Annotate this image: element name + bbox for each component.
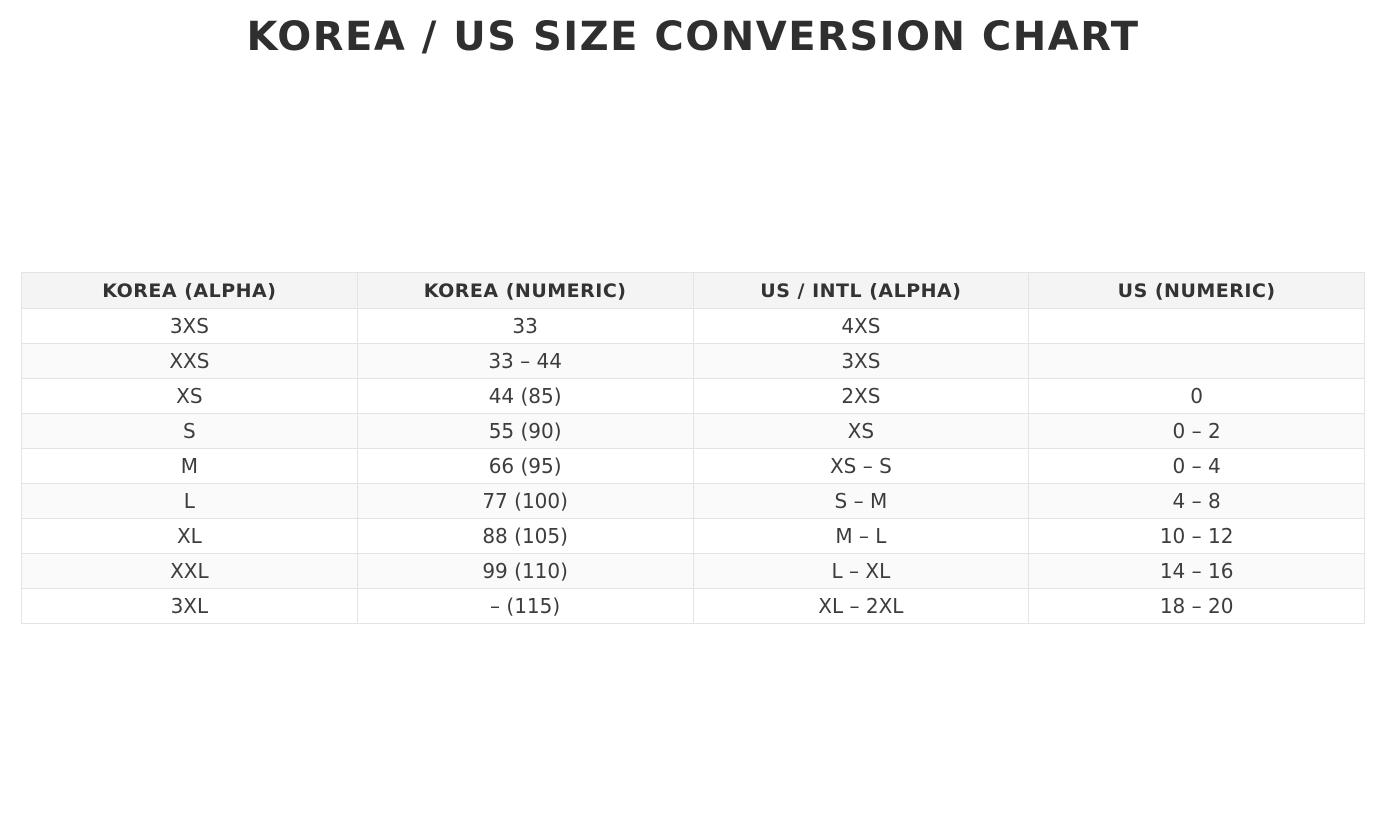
table-cell: S xyxy=(22,414,358,449)
table-cell: 66 (95) xyxy=(357,449,693,484)
table-cell: 0 – 2 xyxy=(1029,414,1365,449)
table-cell: 88 (105) xyxy=(357,519,693,554)
table-cell: 3XS xyxy=(693,344,1029,379)
table-cell: 0 xyxy=(1029,379,1365,414)
table-cell: XS xyxy=(693,414,1029,449)
table-row xyxy=(22,519,1365,554)
table-cell: 3XS xyxy=(22,309,358,344)
table-row xyxy=(22,309,1365,344)
table-row xyxy=(22,484,1365,519)
table-cell: 4 – 8 xyxy=(1029,484,1365,519)
column-header-korea-numeric: KOREA (NUMERIC) xyxy=(357,273,693,309)
size-conversion-table xyxy=(21,272,1365,624)
table-row xyxy=(22,554,1365,589)
table-row xyxy=(22,379,1365,414)
table-cell: 0 – 4 xyxy=(1029,449,1365,484)
table-row xyxy=(22,449,1365,484)
table-cell: XS xyxy=(22,379,358,414)
table-cell: M – L xyxy=(693,519,1029,554)
table-body xyxy=(22,309,1365,624)
table-cell: L xyxy=(22,484,358,519)
table-cell: 33 – 44 xyxy=(357,344,693,379)
table-header-row xyxy=(22,273,1365,309)
table-cell: 99 (110) xyxy=(357,554,693,589)
column-header-us-intl-alpha: US / INTL (ALPHA) xyxy=(693,273,1029,309)
table-row xyxy=(22,414,1365,449)
page-title: KOREA / US SIZE CONVERSION CHART xyxy=(246,14,1140,60)
table-cell: XXS xyxy=(22,344,358,379)
table-cell: XL xyxy=(22,519,358,554)
table-cell: 55 (90) xyxy=(357,414,693,449)
table-header xyxy=(22,273,1365,309)
table-cell: 4XS xyxy=(693,309,1029,344)
column-header-us-numeric: US (NUMERIC) xyxy=(1029,273,1365,309)
table-cell: 18 – 20 xyxy=(1029,589,1365,624)
table-cell: 2XS xyxy=(693,379,1029,414)
table-cell: M xyxy=(22,449,358,484)
table-cell: 10 – 12 xyxy=(1029,519,1365,554)
column-header-korea-alpha: KOREA (ALPHA) xyxy=(22,273,358,309)
table-cell: 14 – 16 xyxy=(1029,554,1365,589)
table-row xyxy=(22,589,1365,624)
table-row xyxy=(22,344,1365,379)
table-cell: 33 xyxy=(357,309,693,344)
table-cell xyxy=(1029,344,1365,379)
table-cell: 3XL xyxy=(22,589,358,624)
table-cell: XXL xyxy=(22,554,358,589)
table-cell: 77 (100) xyxy=(357,484,693,519)
table-cell: – (115) xyxy=(357,589,693,624)
table-cell: 44 (85) xyxy=(357,379,693,414)
size-conversion-table-container xyxy=(21,272,1365,624)
table-cell: XS – S xyxy=(693,449,1029,484)
table-cell: S – M xyxy=(693,484,1029,519)
table-cell: XL – 2XL xyxy=(693,589,1029,624)
table-cell xyxy=(1029,309,1365,344)
table-cell: L – XL xyxy=(693,554,1029,589)
